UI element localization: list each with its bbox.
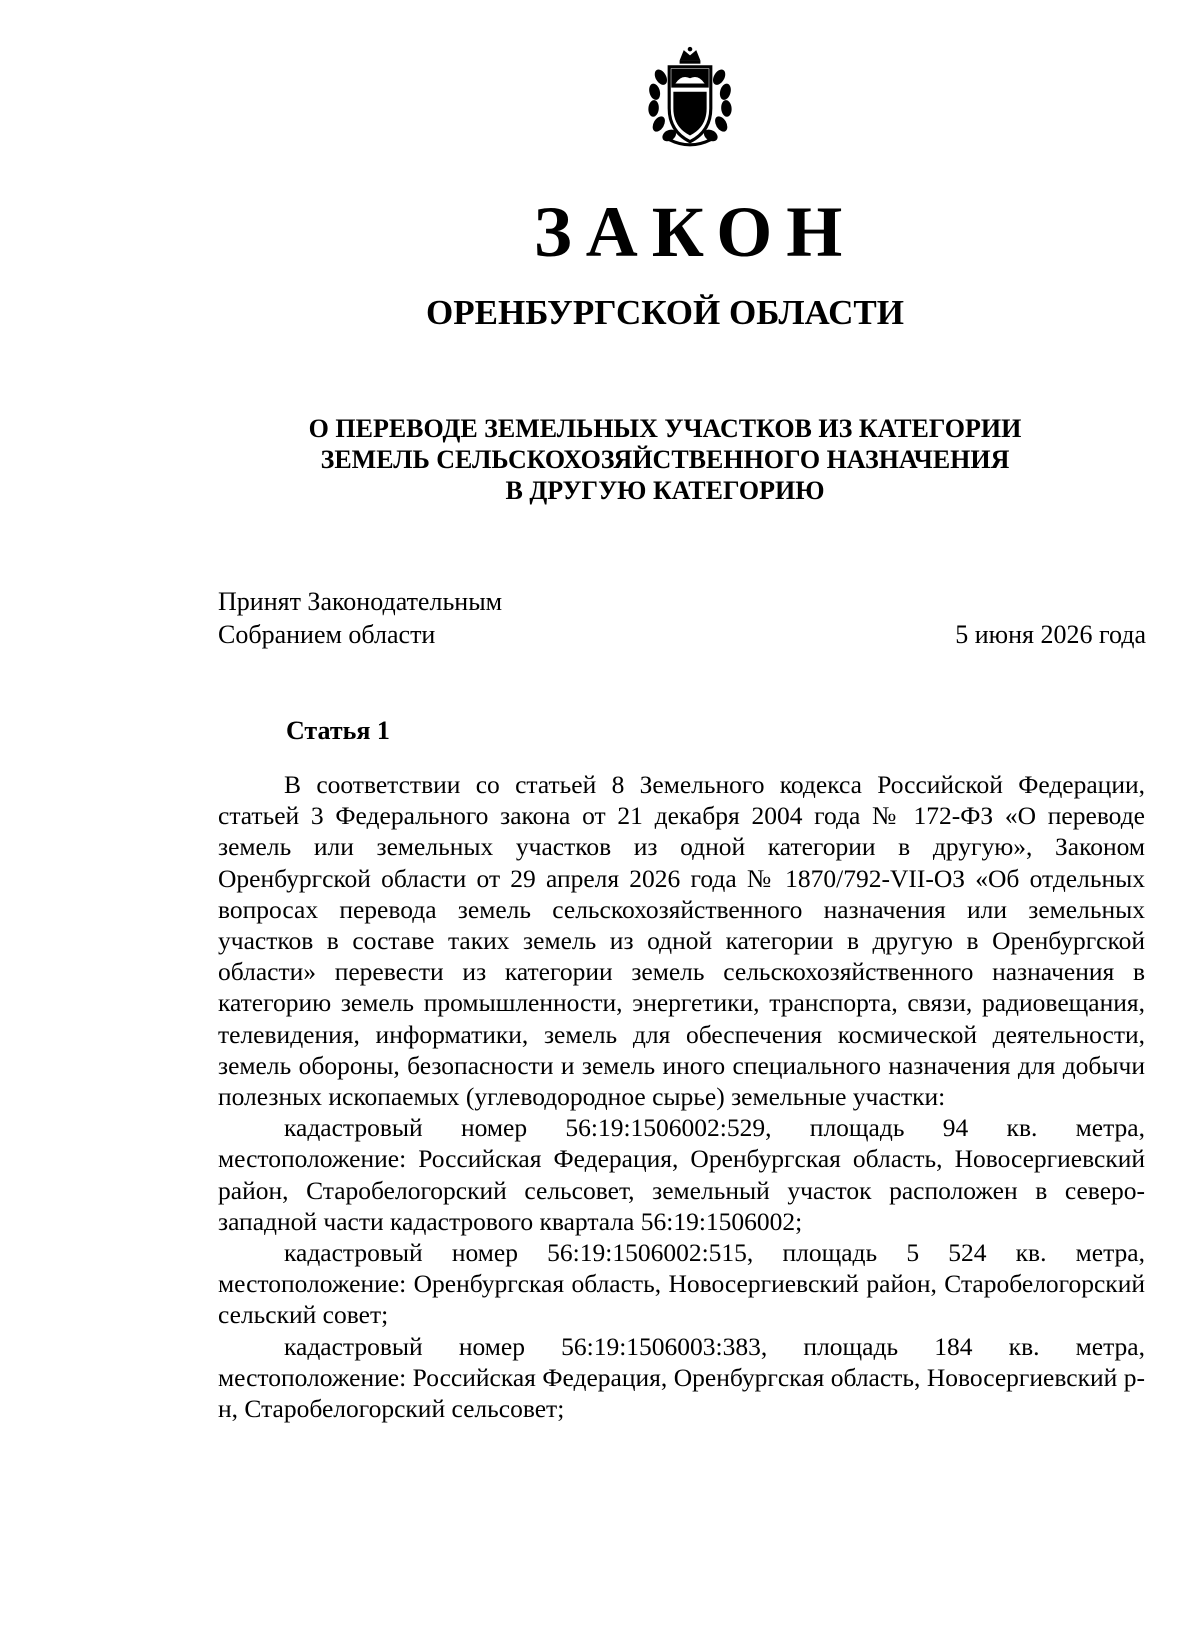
adoption-date: 5 июня 2026 года [955,620,1146,649]
adoption-body [218,585,502,651]
land-plot-item: кадастровый номер 56:19:1506002:529, площадь 94 кв. метра, местоположение: Российская Федерация, Оренбургская область, Новосергиевский район, Старобелогорский сельсовет, земельный участок расположен в северо-западной части кадастрового квартала 56:19:1506002; [218,1113,1145,1236]
adoption-line: Собранием области [218,620,436,649]
adoption-line: Принят Законодательным [218,587,503,616]
law-subject-line: ЗЕМЕЛЬ СЕЛЬСКОХОЗЯЙСТВЕННОГО НАЗНАЧЕНИЯ [320,445,1010,474]
law-title: ЗАКОН [533,192,857,272]
article-intro-paragraph: В соответствии со статьей 8 Земельного кодекса Российской Федерации, статьей 3 Федерального закона от 21 декабря 2004 года № 172-ФЗ «О переводе земель или земельных участков из одной категории в другую», Законом Оренбургской области от 29 апреля 2026 года № 1870/792-VII-ОЗ «Об отдельных вопросах перевода земель сельскохозяйственного назначения или земельных участков в составе таких земель из одной категории в другую в Оренбургской области» перевести из категории земель сельскохозяйственного назначения в категорию земель промышленности, энергетики, транспорта, связи, радиовещания, телевидения, информатики, земель для обеспечения космической деятельности, земель обороны, безопасности и земель иного специального назначения для добычи полезных ископаемых (углеводородное сырье) земельные участки: [218,770,1145,1112]
land-plot-item: кадастровый номер 56:19:1506003:383, площадь 184 кв. метра, местоположение: Российская Федерация, Оренбургская область, Новосергиевский р-н, Старобелогорский сельсовет; [218,1331,1145,1424]
article-title: Статья 1 [286,716,390,745]
coat-of-arms-emblem [638,46,742,150]
region-name: ОРЕНБУРГСКОЙ ОБЛАСТИ [426,293,904,332]
land-plot-item: кадастровый номер 56:19:1506002:515, площадь 5 524 кв. метра, местоположение: Оренбургская область, Новосергиевский район, Старобелогорский сельский совет; [218,1238,1145,1330]
law-subject-line: В ДРУГУЮ КАТЕГОРИЮ [505,476,825,505]
law-subject-line: О ПЕРЕВОДЕ ЗЕМЕЛЬНЫХ УЧАСТКОВ ИЗ КАТЕГОРИИ [308,414,1022,443]
law-subject [0,413,1200,506]
article-body [218,769,1145,1424]
